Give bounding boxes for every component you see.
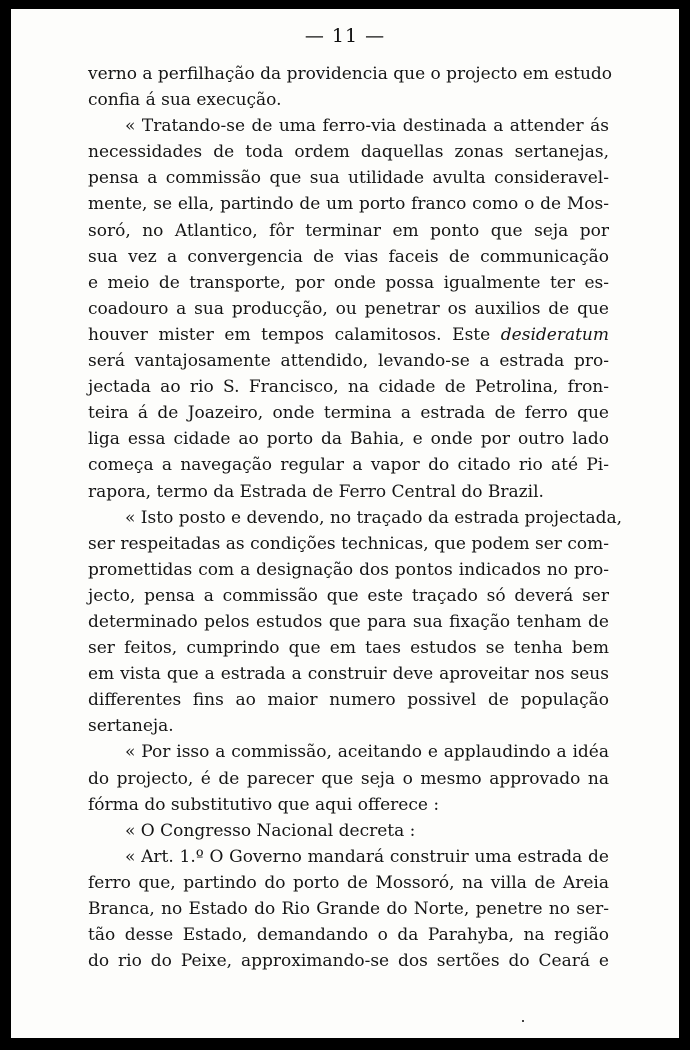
text-line: jectada ao rio S. Francisco, na cidade de Petrolina, fron-	[88, 377, 609, 398]
text-line: Branca, no Estado do Rio Grande do Norte, penetre no ser-	[88, 899, 609, 919]
text-line: « Isto posto e devendo, no traçado da estrada projectada,	[125, 507, 623, 528]
italic-term: desideratum	[500, 324, 609, 345]
text-line: ser feitos, cumprindo que em taes estudos se tenha bem	[88, 638, 609, 659]
text-line: mente, se ella, partindo de um porto franco como o de Mos-	[88, 194, 609, 215]
text-line: teira á de Joazeiro, onde termina a estrada de ferro que	[88, 403, 609, 424]
text-line: « O Congresso Nacional decreta :	[125, 820, 416, 841]
text-line: pensa a commissão que sua utilidade avulta consideravel-	[88, 168, 609, 189]
text-line: « Por isso a commissão, aceitando e applaudindo a idéa	[125, 742, 609, 763]
text-line: fórma do substitutivo que aqui offerece :	[88, 794, 440, 815]
body-text	[88, 61, 623, 974]
text-line: do rio do Peixe, approximando-se dos sertões do Ceará e	[88, 951, 609, 972]
text-line: « Tratando-se de uma ferro-via destinada a attender ás	[125, 116, 609, 137]
text-line: e meio de transporte, por onde possa igualmente ter es-	[88, 272, 609, 293]
text-line: coadouro a sua producção, ou penetrar os auxilios de que	[88, 298, 609, 319]
book-page	[11, 9, 679, 1038]
text-line: differentes fins ao maior numero possivel de população	[88, 690, 609, 711]
text-line: rapora, termo da Estrada de Ferro Central do Brazil.	[88, 481, 544, 502]
text-line: liga essa cidade ao porto da Bahia, e onde por outro lado	[88, 429, 609, 450]
text-line: tão desse Estado, demandando o da Parahyba, na região	[88, 925, 609, 946]
text-line: necessidades de toda ordem daquellas zonas sertanejas,	[88, 142, 609, 163]
text-line: soró, no Atlantico, fôr terminar em ponto que seja por	[88, 220, 609, 241]
text-line: « Art. 1.º O Governo mandará construir uma estrada de	[125, 846, 609, 867]
ink-speck	[522, 1020, 524, 1022]
text-line: ser respeitadas as condições technicas, que podem ser com-	[88, 533, 609, 554]
text-line: sertaneja.	[88, 716, 174, 737]
text-line: começa a navegação regular a vapor do citado rio até Pi-	[88, 455, 609, 476]
text-line: determinado pelos estudos que para sua fixação tenham de	[88, 611, 609, 632]
text-line: confia á sua execução.	[88, 90, 282, 111]
text-line: do projecto, é de parecer que seja o mesmo approvado na	[88, 768, 609, 789]
text-line: jecto, pensa a commissão que este traçado só deverá ser	[88, 585, 609, 606]
text-line: ferro que, partindo do porto de Mossoró, na villa de Areia	[88, 872, 609, 893]
page-number: — 11 —	[304, 25, 386, 47]
text-line: sua vez a convergencia de vias faceis de communicação	[88, 246, 609, 267]
text-line: em vista que a estrada a construir deve aproveitar nos seus	[88, 664, 609, 685]
text-line: houver mister em tempos calamitosos. Este desideratum	[88, 324, 609, 345]
text-line: será vantajosamente attendido, levando-se a estrada pro-	[88, 351, 609, 372]
text-line: promettidas com a designação dos pontos indicados no pro-	[88, 559, 609, 580]
text-line: verno a perfilhação da providencia que o projecto em estudo	[88, 64, 613, 84]
